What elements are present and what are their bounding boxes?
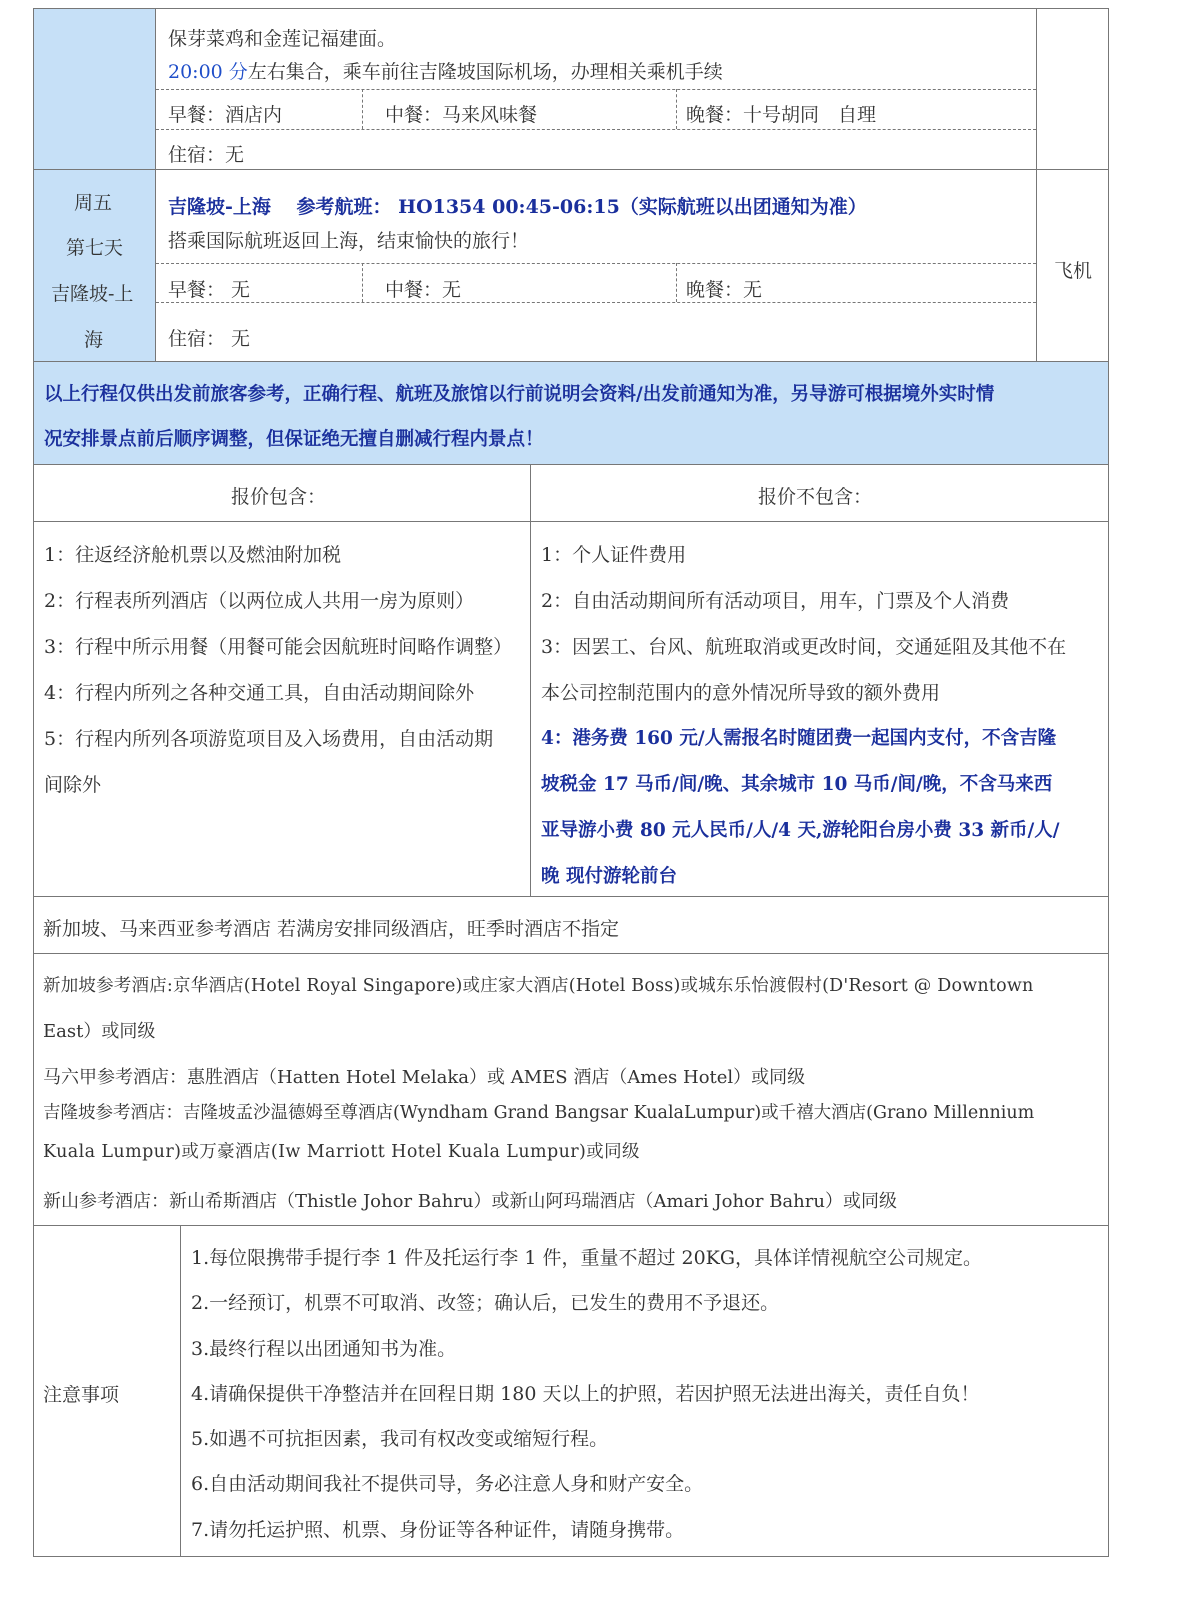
day6-meal-divider-2 (676, 89, 677, 129)
day6-divider-2 (156, 129, 1036, 130)
col-divider-label (155, 8, 156, 362)
row-divider-day7 (33, 169, 1109, 170)
day7-weekday: 周五 (74, 192, 113, 214)
list-item: 2：自由活动期间所有活动项目，用车，门票及个人消费 (541, 590, 1010, 612)
row-divider-notice-top (33, 361, 1109, 362)
hotels-johor-bahru: 新山参考酒店：新山希斯酒店（Thistle Johor Bahru）或新山阿玛瑞酒店（Amari Johor Bahru）或同级 (43, 1191, 897, 1212)
price-included-list (44, 532, 524, 808)
day7-route-line2: 海 (84, 329, 104, 351)
list-item-highlight: 4：港务费 160 元/人需报名时随团费一起国内支付，不含吉隆 (541, 728, 1057, 749)
col-divider-transport (1036, 8, 1037, 362)
day6-desc-2 (168, 63, 723, 82)
list-item: 1：往返经济舱机票以及燃油附加税 (44, 544, 342, 566)
day7-dinner: 晚餐：无 (686, 279, 763, 301)
list-item: 7.请勿托运护照、机票、身份证等各种证件，请随身携带。 (191, 1518, 685, 1541)
hotels-header: 新加坡、马来西亚参考酒店 若满房安排同级酒店，旺季时酒店不指定 (43, 918, 620, 940)
day7-day-number: 第七天 (66, 237, 124, 259)
list-item: 3：因罢工、台风、航班取消或更改时间，交通延阻及其他不在 (541, 636, 1067, 658)
day6-divider-1 (156, 89, 1036, 90)
notes-label: 注意事项 (43, 1384, 120, 1406)
list-item: 3：行程中所示用餐（用餐可能会因航班时间略作调整） (44, 636, 513, 658)
day7-transport: 飞机 (1054, 260, 1093, 282)
day7-divider-2 (156, 302, 1036, 303)
day7-desc: 搭乘国际航班返回上海，结束愉快的旅行！ (168, 230, 530, 252)
price-col-divider (530, 464, 531, 896)
list-item: 6.自由活动期间我社不提供司导，务必注意人身和财产安全。 (191, 1473, 704, 1496)
list-item: 间除外 (44, 774, 102, 796)
hotels-header-divider (33, 953, 1109, 954)
list-item-highlight: 坡税金 17 马币/间/晚、其余城市 10 马币/间/晚，不含马来西 (541, 774, 1053, 795)
hotels-kl-1: 吉隆坡参考酒店：吉隆坡孟沙温德姆至尊酒店(Wyndham Grand Bangsar KualaLumpur)或千禧大酒店(Grano Millennium (43, 1103, 1035, 1123)
day7-breakfast: 早餐： 无 (168, 279, 251, 301)
notice-line-2: 况安排景点前后顺序调整，但保证绝无擅自删减行程内景点！ (44, 429, 544, 450)
day7-lodging: 住宿： 无 (168, 328, 251, 350)
list-item-highlight: 晚 现付游轮前台 (541, 866, 677, 887)
day7-route-line1: 吉隆坡-上 (51, 283, 134, 305)
table-border-top (33, 8, 1109, 9)
list-item: 2：行程表所列酒店（以两位成人共用一房为原则） (44, 590, 475, 612)
hotels-melaka: 马六甲参考酒店：惠胜酒店（Hatten Hotel Melaka）或 AMES 酒店（Ames Hotel）或同级 (43, 1067, 806, 1088)
list-item: 4：行程内所列之各种交通工具，自由活动期间除外 (44, 682, 475, 704)
table-border-bottom (33, 1556, 1109, 1557)
day6-dinner: 晚餐：十号胡同 自理 (686, 104, 877, 126)
day6-label-cell (34, 9, 156, 169)
list-item: 1：个人证件费用 (541, 544, 687, 566)
price-excluded-list (541, 532, 1101, 900)
list-item: 3.最终行程以出团通知书为准。 (191, 1337, 457, 1360)
price-excluded-header: 报价不包含： (758, 486, 873, 508)
list-item: 本公司控制范围内的意外情况所导致的额外费用 (541, 682, 941, 704)
day7-flight-title: 吉隆坡-上海 参考航班： HO1354 00:45-06:15（实际航班以出团通知为准） (168, 196, 867, 218)
day6-lunch: 中餐：马来风味餐 (385, 104, 538, 126)
list-item: 2.一经预订，机票不可取消、改签；确认后，已发生的费用不予退还。 (191, 1292, 780, 1315)
hotels-kl-2: Kuala Lumpur)或万豪酒店(Iw Marriott Hotel Kuala Lumpur)或同级 (43, 1142, 640, 1162)
list-item: 5.如遇不可抗拒因素，我司有权改变或缩短行程。 (191, 1428, 609, 1451)
table-border-left (33, 8, 34, 1557)
day7-meal-divider-1 (362, 263, 363, 302)
table-border-right (1108, 8, 1109, 1557)
day7-divider-1 (156, 263, 1036, 264)
hotels-singapore-2: East）或同级 (43, 1021, 156, 1042)
price-included-header: 报价包含： (231, 486, 327, 508)
list-item: 1.每位限携带手提行李 1 件及托运行李 1 件，重量不超过 20KG，具体详情视航空公司规定。 (191, 1247, 983, 1269)
notice-line-1: 以上行程仅供出发前旅客参考，正确行程、航班及旅馆以行前说明会资料/出发前通知为准，另导游可根据境外实时情 (44, 384, 995, 405)
notes-col-divider (180, 1225, 181, 1557)
day6-desc-1: 保芽菜鸡和金莲记福建面。 (168, 28, 397, 50)
day7-lunch: 中餐：无 (385, 279, 462, 301)
notes-top-divider (33, 1225, 1109, 1226)
day6-meal-divider-1 (362, 89, 363, 129)
list-item: 4.请确保提供干净整洁并在回程日期 180 天以上的护照，若因护照无法进出海关，责任自负！ (191, 1382, 980, 1405)
list-item-highlight: 亚导游小费 80 元人民币/人/4 天,游轮阳台房小费 33 新币/人/ (541, 820, 1060, 841)
day6-breakfast: 早餐：酒店内 (168, 104, 283, 126)
row-divider-notice-bottom (33, 464, 1109, 465)
price-header-divider (33, 521, 1109, 522)
day6-lodging: 住宿：无 (168, 144, 245, 166)
list-item: 5：行程内所列各项游览项目及入场费用，自由活动期 (44, 728, 494, 750)
notes-list (191, 1236, 1101, 1553)
day6-meeting-time: 20:00 分 (168, 61, 248, 83)
day6-desc-2-rest: 左右集合，乘车前往吉隆坡国际机场，办理相关乘机手续 (247, 61, 723, 83)
hotels-singapore-1: 新加坡参考酒店:京华酒店(Hotel Royal Singapore)或庄家大酒店(Hotel Boss)或城东乐怡渡假村(D'Resort @ Downtown (43, 976, 1034, 996)
day7-meal-divider-2 (676, 263, 677, 302)
